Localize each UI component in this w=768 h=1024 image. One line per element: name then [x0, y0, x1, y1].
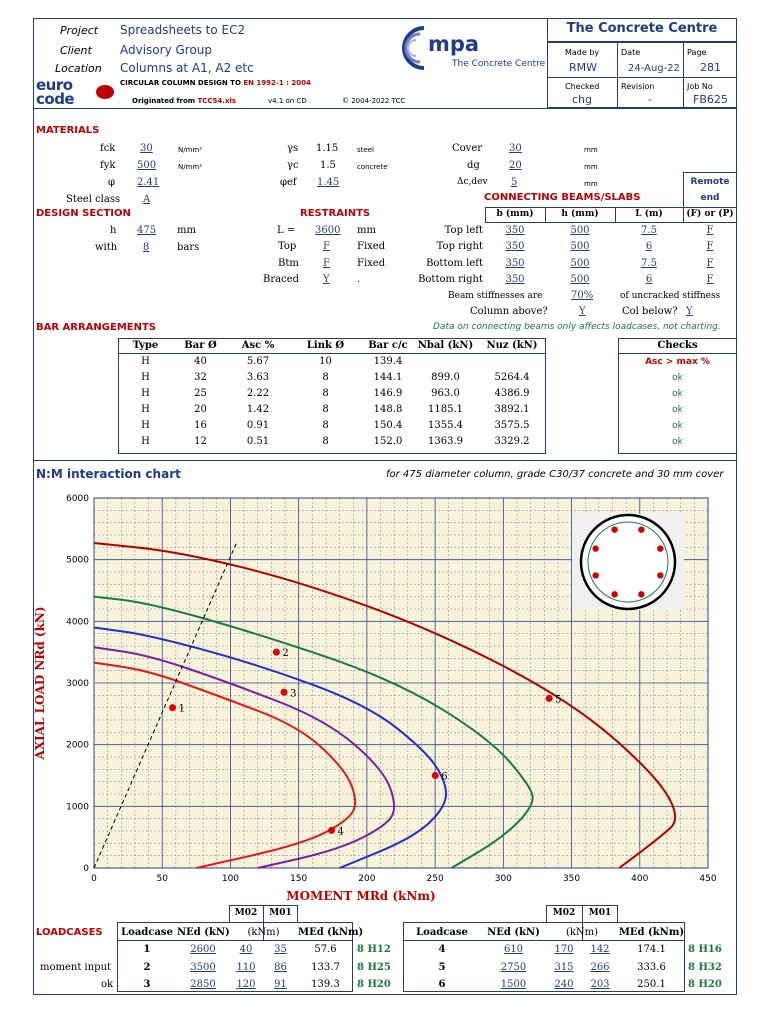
beam-f-input[interactable]: F	[706, 241, 714, 252]
lc-header-med: MEd (kNm)	[298, 927, 364, 938]
bar-dia: 25	[194, 388, 207, 399]
lc-header-m02: M02	[552, 908, 576, 918]
phief-label: φef	[280, 177, 297, 188]
lc-bars: 8 H32	[688, 962, 722, 973]
bar-link: 8	[322, 420, 329, 431]
stiffness-note: of uncracked stiffness	[620, 291, 721, 301]
rebar-dot	[638, 526, 644, 532]
grid-divider	[683, 42, 684, 108]
braced-note: .	[357, 274, 361, 285]
bar-asc: 5.67	[246, 356, 270, 367]
loadcase-point	[169, 704, 176, 711]
lc-m01-input[interactable]: 142	[590, 944, 610, 955]
lc-header-m02: M02	[234, 908, 258, 918]
bar-cc: 150.4	[373, 420, 403, 431]
y-tick-label: 0	[83, 864, 89, 874]
lc-number: 6	[438, 979, 446, 990]
section-divider	[33, 460, 737, 461]
loadcase-point	[273, 649, 280, 656]
x-tick-label: 450	[699, 874, 717, 884]
rebar-dot	[611, 591, 617, 597]
top-note: Fixed	[357, 241, 386, 252]
job-value[interactable]: FB625	[693, 93, 728, 106]
lc-number: 2	[143, 962, 151, 973]
bar-cc: 146.9	[373, 388, 403, 399]
lc-header-knm: (kNm)	[565, 927, 599, 938]
h-unit: mm	[177, 225, 196, 236]
lc-number: 3	[143, 979, 151, 990]
gs-value: 1.15	[316, 143, 339, 154]
job-label: Job No	[687, 82, 713, 91]
bar-dia: 40	[194, 356, 207, 367]
h-input[interactable]: 475	[137, 225, 157, 236]
mpa-logo-subtext: The Concrete Centre	[452, 59, 546, 69]
with-label: with	[95, 242, 118, 253]
bars-header-nbal: Nbal (kN)	[417, 340, 474, 351]
revision-label: Revision	[621, 82, 655, 91]
lc-header-loadcase: Loadcase	[121, 927, 173, 938]
gc-value: 1.5	[320, 160, 336, 171]
bar-asc: 1.42	[246, 404, 270, 415]
bar-check: ok	[672, 373, 683, 383]
made-by-label: Made by	[565, 48, 600, 57]
h-label: h	[110, 225, 117, 236]
phief-value[interactable]: 1.45	[317, 177, 340, 188]
bar-check: ok	[672, 421, 683, 431]
lc-bars: 8 H20	[357, 979, 391, 990]
loadcase-point-label: 1	[178, 703, 185, 715]
grid-divider	[617, 42, 618, 108]
bar-nuz: 5264.4	[494, 372, 530, 383]
bar-dia: 12	[194, 436, 207, 447]
rebar-dot	[657, 545, 663, 551]
dcdev-label: Δc,dev	[457, 177, 488, 187]
bar-cc: 148.8	[373, 404, 403, 415]
bar-cc: 139.4	[373, 356, 403, 367]
bar-asc: 0.51	[246, 436, 270, 447]
beam-f-input[interactable]: F	[706, 274, 714, 285]
bar-type: H	[141, 420, 150, 431]
bar-link: 8	[322, 404, 329, 415]
rebar-dot	[592, 545, 598, 551]
bar-link: 8	[322, 388, 329, 399]
bars-header-asc: Asc %	[241, 340, 275, 351]
bars-header-link: Link Ø	[306, 340, 345, 351]
design-section-title: DESIGN SECTION	[36, 208, 131, 219]
lc-ned-input[interactable]: 610	[503, 944, 524, 955]
fck-input[interactable]: 30	[140, 143, 153, 154]
beam-row-label: Bottom right	[418, 274, 483, 285]
cover-label: Cover	[452, 143, 483, 154]
bar-check: Asc > max %	[645, 357, 710, 367]
btm-input[interactable]: F	[323, 258, 330, 269]
beam-row-label: Top right	[436, 241, 483, 252]
lc-header-knm: (kNm)	[247, 927, 280, 938]
restraints-title: RESTRAINTS	[300, 208, 371, 219]
remote-end-title: Remote end	[690, 177, 730, 203]
bar-nbal: 963.0	[431, 388, 460, 399]
lc-header-ned: NEd (kN)	[177, 927, 230, 938]
bar-nuz: 3575.5	[494, 420, 530, 431]
location-label: Location	[55, 62, 102, 75]
client-label: Client	[60, 44, 92, 57]
x-tick-label: 400	[631, 874, 649, 884]
originated-from: Originated from TCC54.xls	[132, 97, 237, 105]
beam-l-input[interactable]: 7.5	[641, 225, 657, 236]
date-label: Date	[621, 48, 641, 57]
lc-med: 139.3	[311, 979, 340, 990]
lc-number: 5	[438, 962, 446, 973]
bar-dia: 20	[194, 404, 207, 415]
fyk-label: fyk	[100, 160, 116, 171]
bar-dia: 32	[194, 372, 207, 383]
beam-b-input[interactable]: 350	[505, 225, 525, 236]
length-label: L =	[277, 225, 296, 236]
braced-label: Braced	[263, 274, 300, 285]
fyk-input[interactable]: 500	[137, 160, 157, 171]
x-tick-label: 200	[358, 874, 376, 884]
dg-label: dg	[467, 160, 480, 171]
bar-nbal: 899.0	[431, 372, 460, 383]
col-below-input[interactable]: Y	[686, 306, 693, 317]
bars-header-nuz: Nuz (kN)	[486, 340, 538, 351]
x-tick-label: 150	[290, 874, 308, 884]
bars-header-cc: Bar c/c	[368, 340, 408, 351]
lc-ned-input[interactable]: 2850	[190, 979, 216, 990]
bar-nbal: 1185.1	[428, 404, 463, 415]
bar-nuz: 4386.9	[494, 388, 530, 399]
eurocode-logo	[36, 76, 75, 108]
x-tick-label: 350	[562, 874, 581, 884]
phi-input[interactable]: 2.41	[137, 177, 160, 188]
bars-unit: bars	[177, 242, 200, 253]
bar-link: 10	[319, 356, 332, 367]
x-tick-label: 0	[91, 874, 97, 884]
eurocode-swirl-icon	[96, 85, 114, 99]
bar-cc: 152.0	[373, 436, 403, 447]
x-tick-label: 300	[494, 874, 512, 884]
bar-dia: 16	[194, 420, 207, 431]
bars-title: BAR ARRANGEMENTS	[36, 322, 157, 333]
beam-row-label: Bottom left	[426, 258, 483, 269]
lc-bars: 8 H20	[688, 979, 722, 990]
chart-subtitle: for 475 diameter column, grade C30/37 concrete and 30 mm cover	[386, 469, 724, 480]
rebar-dot	[611, 526, 617, 532]
cover-unit: mm	[584, 146, 598, 154]
interaction-chart	[30, 484, 735, 904]
bar-nbal: 1355.4	[428, 420, 463, 431]
bar-asc: 2.22	[246, 388, 270, 399]
stiffness-input[interactable]: 70%	[571, 290, 594, 301]
loadcase-point-label: 3	[290, 688, 297, 700]
beams-col-h: h (mm)	[561, 209, 599, 219]
beam-h-input[interactable]: 500	[570, 258, 590, 269]
logo-euro-text: euro	[36, 76, 73, 94]
lc-med: 333.6	[637, 962, 666, 973]
x-tick-label: 100	[221, 874, 240, 884]
y-tick-label: 1000	[66, 802, 89, 813]
col-above-input[interactable]: Y	[579, 306, 586, 317]
beam-h-input[interactable]: 500	[570, 241, 590, 252]
lc-bars: 8 H16	[688, 944, 722, 955]
lc-ned-input[interactable]: 2600	[190, 944, 216, 955]
steel-class-label: Steel class	[66, 194, 121, 205]
bar-check: ok	[672, 405, 683, 415]
x-axis-label: MOMENT MRd (kNm)	[286, 889, 436, 903]
beam-l-input[interactable]: 7.5	[641, 258, 657, 269]
top-input[interactable]: F	[323, 241, 330, 252]
column-outline	[581, 515, 675, 609]
fck-unit: N/mm²	[178, 146, 203, 154]
bar-nbal: 1363.9	[428, 436, 463, 447]
phi-label: φ	[108, 177, 116, 188]
page-value[interactable]: 281	[700, 61, 721, 74]
bar-nuz: 3892.1	[494, 404, 530, 415]
lc-med: 174.1	[637, 944, 666, 955]
lc-med: 57.6	[314, 944, 337, 955]
bar-type: H	[141, 388, 150, 399]
project-value[interactable]: Spreadsheets to EC2	[120, 23, 246, 37]
design-title: CIRCULAR COLUMN DESIGN TO EN 1992-1 : 2004	[120, 79, 311, 87]
rebar-dot	[592, 572, 598, 578]
fyk-unit: N/mm²	[178, 163, 203, 171]
lc-bars: 8 H25	[357, 962, 391, 973]
loadcase-point	[328, 827, 335, 834]
beams-note: Data on connecting beams only affects loadcases, not charting.	[433, 322, 721, 332]
materials-title: MATERIALS	[36, 125, 100, 136]
lc-number: 4	[438, 944, 446, 955]
length-input[interactable]: 3600	[315, 225, 341, 236]
y-tick-label: 4000	[66, 617, 89, 628]
lc-header-m01: M01	[269, 908, 292, 918]
x-tick-label: 50	[156, 874, 168, 884]
btm-note: Fixed	[357, 258, 386, 269]
lc-med: 250.1	[637, 979, 666, 990]
lc-number: 1	[143, 944, 151, 955]
gs-label: γs	[287, 143, 299, 154]
location-value[interactable]: Columns at A1, A2 etc	[120, 61, 254, 75]
beam-b-input[interactable]: 350	[505, 274, 525, 285]
lc-m02-input[interactable]: 40	[239, 944, 253, 955]
lc-m01-input[interactable]: 203	[590, 979, 610, 990]
loadcase-point-label: 2	[282, 648, 289, 660]
beam-h-input[interactable]: 500	[570, 274, 590, 285]
centre-title: The Concrete Centre	[566, 21, 718, 36]
length-unit: mm	[357, 225, 376, 236]
checks-header: Checks	[657, 340, 698, 351]
y-tick-label: 3000	[66, 679, 89, 689]
project-label: Project	[60, 24, 99, 37]
rebar-dot	[638, 591, 644, 597]
chart-title: N:M interaction chart	[36, 467, 181, 481]
gc-label: γc	[287, 160, 299, 171]
lc-ned-input[interactable]: 3500	[190, 962, 216, 973]
moment-input-label: moment input	[40, 962, 112, 973]
bars-header-type: Type	[132, 340, 159, 351]
lc-m01-input[interactable]: 35	[274, 944, 287, 955]
lc-ned-input[interactable]: 1500	[500, 979, 527, 990]
date-value[interactable]: 24-Aug-22	[628, 63, 680, 74]
beam-l-input[interactable]: 6	[645, 274, 653, 285]
checked-label: Checked	[565, 82, 600, 91]
ok-label: ok	[101, 979, 114, 990]
beams-col-f: (F) or (P)	[686, 209, 734, 219]
lc-header-m01: M01	[588, 908, 612, 918]
bar-cc: 144.1	[373, 372, 403, 383]
loadcase-point-label: 4	[337, 826, 344, 838]
gc-note: concrete	[357, 163, 388, 171]
grid-divider	[547, 77, 737, 78]
lc-m02-input[interactable]: 120	[236, 979, 256, 990]
beams-col-l: L (m)	[635, 209, 663, 219]
dcdev-input[interactable]: 5	[511, 177, 518, 188]
beam-row-label: Top left	[444, 225, 483, 236]
bar-type: H	[141, 356, 150, 367]
lc-m01-input[interactable]: 91	[274, 979, 287, 990]
x-tick-label: 250	[426, 874, 444, 884]
col-above-label: Column above?	[470, 306, 548, 317]
fck-label: fck	[100, 143, 116, 154]
loadcase-point-label: 5	[555, 694, 562, 706]
client-value[interactable]: Advisory Group	[120, 43, 213, 57]
bar-check: ok	[672, 389, 683, 399]
grid-divider	[117, 940, 353, 941]
rebar-dot	[657, 572, 663, 578]
beam-l-input[interactable]: 6	[645, 241, 653, 252]
bar-asc: 0.91	[246, 420, 270, 431]
bar-asc: 3.63	[246, 372, 270, 383]
btm-label: Btm	[278, 258, 299, 269]
y-tick-label: 5000	[66, 555, 89, 566]
loadcase-point	[432, 772, 439, 779]
lc-m02-input[interactable]: 315	[554, 962, 574, 973]
bar-type: H	[141, 404, 150, 415]
stiffness-label: Beam stiffnesses are	[448, 291, 543, 301]
top-label: Top	[278, 241, 297, 252]
copyright: © 2004-2022 TCC	[342, 97, 406, 105]
dg-input[interactable]: 20	[509, 160, 522, 171]
dg-unit: mm	[584, 163, 598, 171]
lc-m02-input[interactable]: 170	[554, 944, 574, 955]
bar-link: 8	[322, 436, 329, 447]
beam-f-input[interactable]: F	[706, 225, 714, 236]
beam-f-input[interactable]: F	[706, 258, 714, 269]
y-tick-label: 2000	[66, 740, 89, 751]
braced-input[interactable]: Y	[323, 274, 330, 285]
beam-b-input[interactable]: 350	[505, 241, 525, 252]
cover-input[interactable]: 30	[509, 143, 522, 154]
lc-m02-input[interactable]: 240	[554, 979, 574, 990]
beams-col-b: b (mm)	[496, 209, 534, 219]
bars-input[interactable]: 8	[143, 242, 150, 253]
lc-header-loadcase: Loadcase	[416, 927, 468, 938]
lc-med: 133.7	[311, 962, 340, 973]
grid-divider	[403, 940, 685, 941]
bar-nuz: 3329.2	[494, 436, 530, 447]
bar-link: 8	[322, 372, 329, 383]
bar-type: H	[141, 436, 150, 447]
loadcases-title: LOADCASES	[36, 927, 103, 938]
lc-header-med: MEd (kNm)	[618, 927, 685, 938]
lc-m01-input[interactable]: 266	[590, 962, 610, 973]
page-label: Page	[687, 48, 707, 57]
beams-title: CONNECTING BEAMS/SLABS	[484, 192, 641, 203]
lc-bars: 8 H12	[357, 944, 391, 955]
grid-divider	[618, 353, 737, 354]
col-below-label: Col below?	[622, 306, 678, 317]
beam-h-input[interactable]: 500	[570, 225, 590, 236]
logo-code-text: code	[36, 90, 75, 108]
gs-note: steel	[357, 146, 374, 154]
lc-m02-input[interactable]: 110	[236, 962, 256, 973]
mpa-logo-text: mpa	[428, 32, 480, 56]
bars-header-bar: Bar Ø	[184, 340, 217, 351]
beam-b-input[interactable]: 350	[505, 258, 525, 269]
y-tick-label: 6000	[66, 494, 89, 504]
loadcase-point	[546, 695, 553, 702]
checked-value[interactable]: chg	[572, 93, 593, 106]
version: v4.1 on CD	[268, 97, 307, 105]
lc-ned-input[interactable]: 2750	[500, 962, 527, 973]
bar-type: H	[141, 372, 150, 383]
header-divider	[33, 108, 737, 109]
loadcase-point	[281, 689, 288, 696]
revision-value[interactable]: -	[648, 93, 652, 106]
loadcase-point-label: 6	[441, 771, 448, 783]
dcdev-unit: mm	[584, 180, 598, 188]
steel-class-input[interactable]: A	[143, 194, 151, 205]
grid-divider	[118, 353, 546, 354]
lc-header-ned: NEd (kN)	[487, 927, 540, 938]
y-axis-label: AXIAL LOAD NRd (kN)	[33, 606, 47, 760]
made-by-value[interactable]: RMW	[569, 61, 598, 74]
bar-check: ok	[672, 437, 683, 447]
lc-m01-input[interactable]: 86	[274, 962, 287, 973]
